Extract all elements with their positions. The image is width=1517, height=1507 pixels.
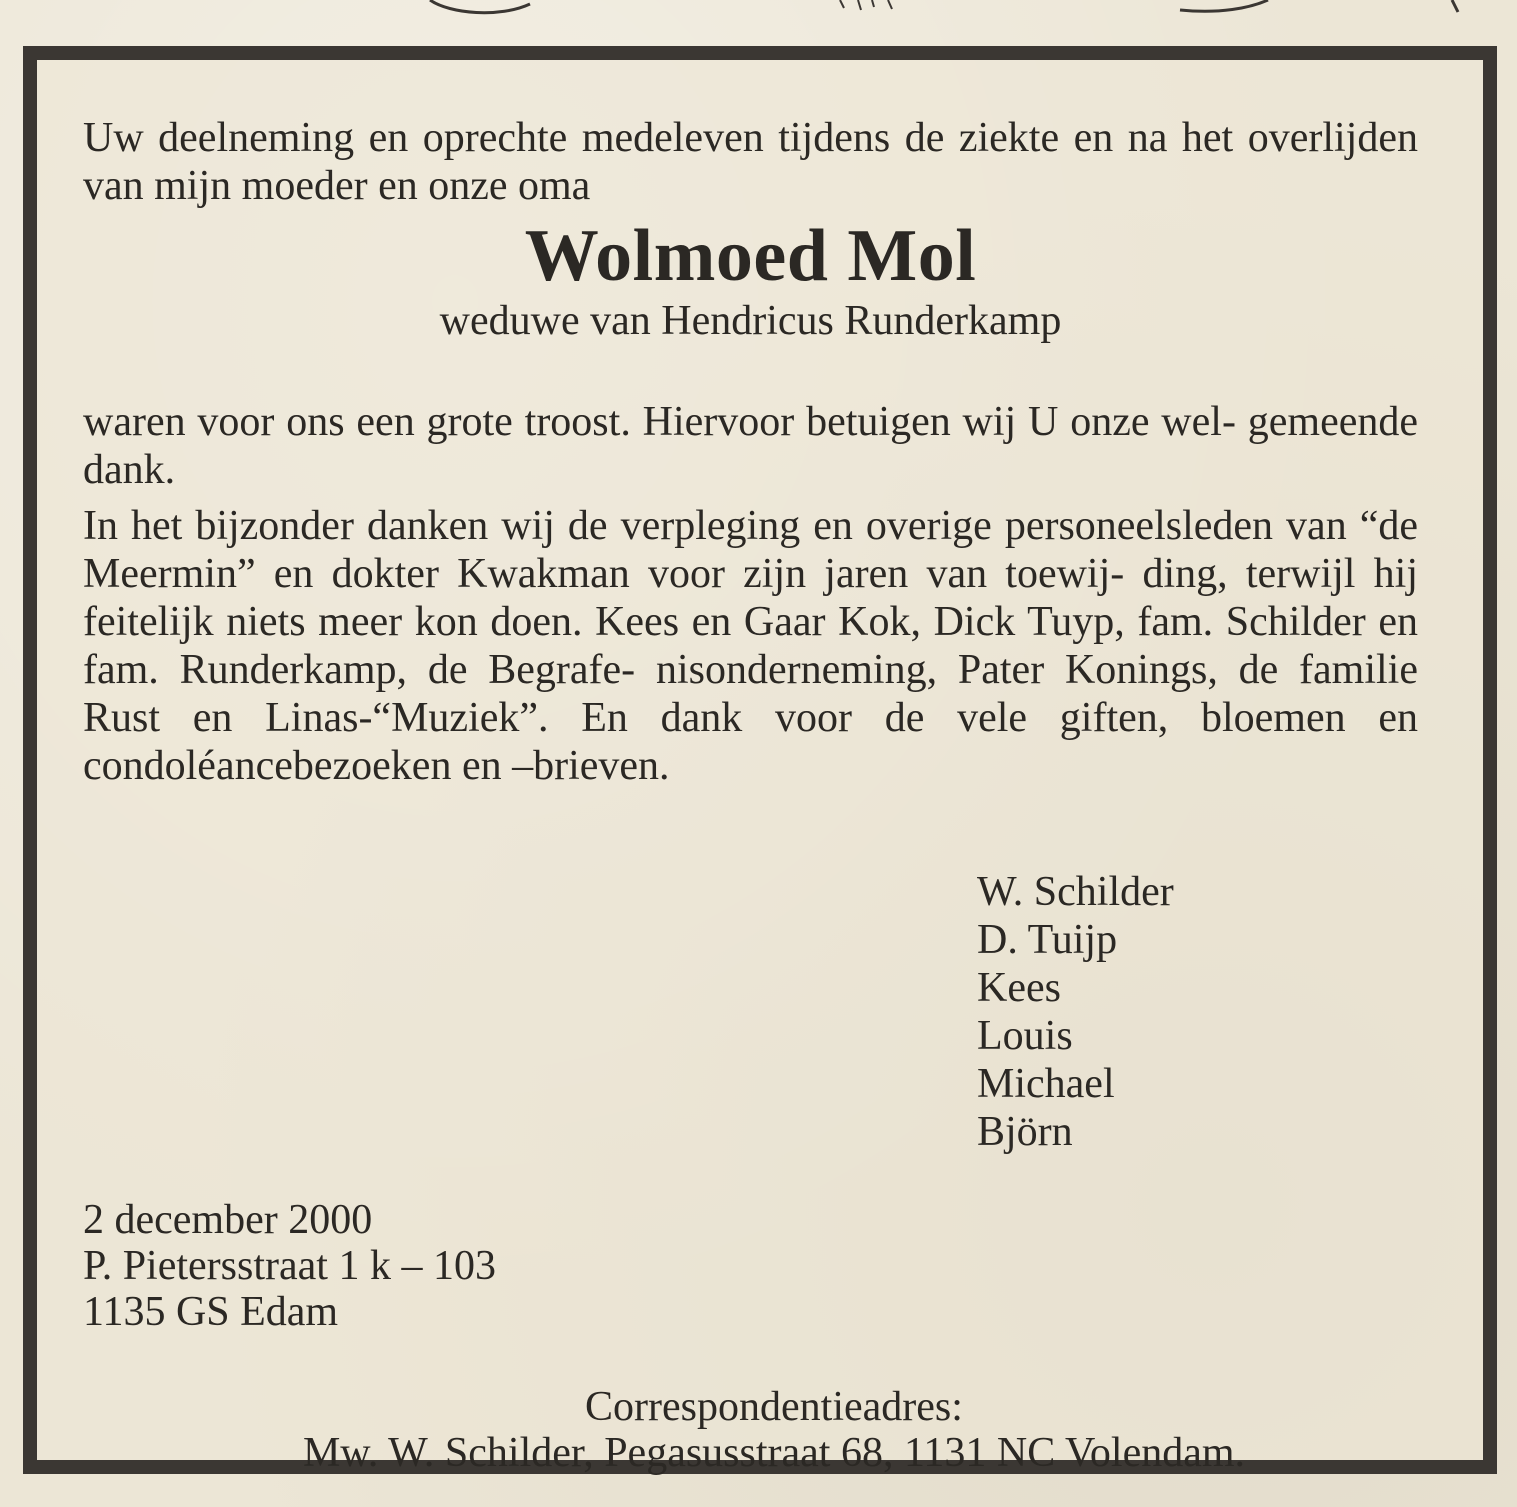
notice-date: 2 december 2000 — [83, 1197, 373, 1243]
torn-clipping-edge — [0, 0, 1517, 46]
correspondence-block — [37, 1384, 1511, 1476]
deceased-name: Wolmoed Mol — [524, 215, 977, 297]
notice-body — [83, 114, 1418, 790]
signer: Michael — [977, 1061, 1115, 1107]
correspondence-address: Mw. W. Schilder, Pegasusstraat 68, 1131 NC Volendam. — [302, 1430, 1246, 1476]
signer: D. Tuijp — [977, 917, 1118, 963]
street-address: P. Pietersstraat 1 k – 103 — [83, 1243, 496, 1289]
signer: W. Schilder — [977, 869, 1174, 915]
deceased-subtitle: weduwe van Hendricus Runderkamp — [439, 298, 1062, 344]
signer: Kees — [977, 965, 1061, 1011]
special-thanks-paragraph: In het bijzonder danken wij de verpleging en overige personeelsleden van “de Meermin” en dokter Kwakman voor zijn jaren van toewij- ding, terwijl hij feitelijk niets meer kon doen. Kees en Gaar Kok, Dick Tuyp, fam. Schilder en fam. Runderkamp, de Begrafe- nisonderneming, Pater Konings, de familie Rust en Linas-“Muziek”. En dank voor de vele giften, bloemen en condoléancebezoeken en –brieven. — [83, 503, 1418, 789]
notice-frame — [23, 46, 1497, 1474]
signer: Louis — [977, 1013, 1073, 1059]
signer: Björn — [977, 1109, 1073, 1155]
correspondence-label: Correspondentieadres: — [585, 1384, 963, 1430]
thanks-paragraph: waren voor ons een grote troost. Hiervoor betuigen wij U onze wel- gemeende dank. — [83, 399, 1418, 493]
signers-list — [977, 868, 1174, 1156]
intro-text: Uw deelneming en oprechte medeleven tijdens de ziekte en na het overlijden van mijn moeder en onze oma — [83, 115, 1418, 209]
postal-city: 1135 GS Edam — [83, 1289, 339, 1335]
sender-address — [83, 1197, 496, 1335]
